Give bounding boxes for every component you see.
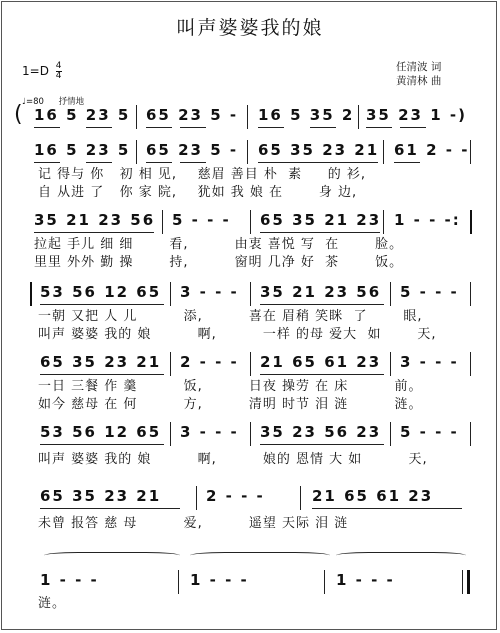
final-barline-thin (462, 570, 463, 594)
measure: 35 23 56 23 (260, 423, 382, 441)
key-label: 1=D (22, 64, 49, 78)
measure: 53 56 12 65 (40, 283, 162, 301)
barline (250, 282, 251, 306)
lyric-line-1: 拉起 手儿 细 细 看, 由衷 喜悦 写 在 脸。 (34, 237, 404, 252)
measure: 35 21 23 56 (34, 211, 156, 229)
measure: 65 35 23 21 (258, 141, 380, 159)
barline (136, 105, 137, 129)
score-system-6 (0, 422, 500, 467)
song-title: 叫声婆婆我的娘 (176, 17, 324, 39)
measure: 1 - - - (336, 571, 395, 589)
measure: 3 - - - (180, 423, 239, 441)
lyric-line-1: 涟。 (38, 596, 67, 611)
measure: 35 23 1 -) (366, 106, 467, 124)
beam-underline (260, 374, 384, 375)
barline (390, 352, 391, 376)
barline (250, 352, 251, 376)
score-system-4 (0, 282, 500, 342)
barline (250, 210, 251, 234)
beam-underline (146, 162, 172, 163)
lyric-line-2: 如今 慈母 在 何 方, 清明 时节 泪 涟 涟。 (38, 397, 423, 412)
measure: 16 5 23 5 (34, 106, 131, 124)
time-signature-bottom: 4 (55, 71, 62, 81)
beam-underline (40, 374, 164, 375)
final-barline-thick (467, 570, 470, 594)
beam-underline (180, 127, 206, 128)
measure: 3 - - - (400, 353, 459, 371)
lyric-line-2: 里里 外外 勤 操 持, 窗明 几净 好 茶 饭。 (34, 255, 404, 270)
barline (170, 282, 171, 306)
measure: 65 23 5 - (146, 141, 239, 159)
intro-open-paren: ( (14, 102, 23, 127)
barline (390, 422, 391, 446)
measure: 5 - - - (172, 211, 231, 229)
beam-underline (34, 127, 60, 128)
composer: 黄清林 曲 (396, 75, 442, 87)
measure: 1 - - - (190, 571, 249, 589)
barline (383, 210, 384, 234)
beam-underline (86, 127, 112, 128)
barline (358, 105, 359, 129)
measure: 1 - - - (40, 571, 99, 589)
beam-underline (312, 508, 462, 509)
beam-underline (400, 127, 426, 128)
lyric-line-2: 叫声 婆婆 我的 娘 啊, 一样 的母 爱大 如 天, (38, 327, 437, 342)
barline (247, 105, 248, 129)
measure: 61 2 - - (394, 141, 470, 159)
score-system-2 (0, 140, 500, 200)
beam-underline (260, 304, 384, 305)
measure: 65 35 23 21 (40, 487, 162, 505)
measure: 35 21 23 56 (260, 283, 382, 301)
lyric-line-2: 自 从进 了 你 家 院, 犹如 我 娘 在 身 边, (38, 185, 358, 200)
measure: 5 - - - (400, 423, 459, 441)
lyric-line-1: 记 得与 你 初 相 见, 慈眉 善目 朴 素 的 衫, (38, 167, 367, 182)
barline (470, 352, 471, 376)
measure: 2 - - - (180, 353, 239, 371)
barline (170, 352, 171, 376)
key-signature (22, 62, 62, 81)
repeat-start-barline (30, 282, 32, 306)
measure: 53 56 12 65 (40, 423, 162, 441)
measure: 1 - - -: (394, 211, 461, 229)
beam-underline (180, 162, 206, 163)
beam-underline (86, 162, 112, 163)
measure: 65 23 5 - (146, 106, 239, 124)
tie-arc (44, 552, 180, 559)
measure: 3 - - - (180, 283, 239, 301)
lyric-line-1: 一日 三餐 作 羹 饭, 日夜 操劳 在 床 前。 (38, 379, 423, 394)
barline (170, 422, 171, 446)
barline (470, 422, 471, 446)
beam-underline (310, 127, 336, 128)
barline (162, 210, 163, 234)
beam-underline (40, 304, 164, 305)
lyric-line-1: 叫声 婆婆 我的 娘 啊, 娘的 恩情 大 如 天, (38, 452, 428, 467)
measure: 16 5 23 5 (34, 141, 131, 159)
measure: 2 - - - (206, 487, 265, 505)
tie-arc (336, 552, 466, 559)
barline (196, 486, 197, 510)
score-system-8 (0, 570, 500, 611)
beam-underline (394, 162, 420, 163)
barline (300, 486, 301, 510)
repeat-end-barline (470, 210, 472, 234)
barline (470, 140, 471, 164)
beam-underline (260, 232, 380, 233)
score-system-5 (0, 352, 500, 412)
barline (470, 282, 471, 306)
measure: 65 35 21 23 (260, 211, 382, 229)
measure: 21 65 61 23 (312, 487, 434, 505)
beam-underline (366, 127, 392, 128)
beam-underline (34, 162, 60, 163)
beam-underline (258, 127, 284, 128)
barline (383, 140, 384, 164)
beam-underline (40, 508, 180, 509)
barline (324, 570, 325, 594)
tie-arc (190, 552, 330, 559)
lyricist: 任清波 词 (396, 61, 442, 73)
beam-underline (146, 127, 172, 128)
lyric-line-1: 一朝 又把 人 儿 添, 喜在 眉稍 笑眯 了 眼, (38, 309, 423, 324)
beam-underline (40, 444, 164, 445)
beam-underline (260, 444, 384, 445)
measure: 21 65 61 23 (260, 353, 382, 371)
mood-marking: 抒情地 (58, 97, 85, 107)
tempo-value: ♩=80 (22, 97, 44, 107)
barline (250, 422, 251, 446)
lyric-line-1: 未曾 报答 慈 母 爱, 遥望 天际 泪 涟 (38, 516, 349, 531)
score-system-7 (0, 486, 500, 531)
barline (136, 140, 137, 164)
credits (396, 60, 441, 88)
time-signature-top: 4 (55, 61, 62, 71)
barline (390, 282, 391, 306)
beam-underline (258, 162, 378, 163)
measure: 16 5 35 2 (258, 106, 355, 124)
beam-underline (34, 232, 154, 233)
barline (178, 570, 179, 594)
measure: 65 35 23 21 (40, 353, 162, 371)
measure: 5 - - - (400, 283, 459, 301)
score-system-3 (0, 210, 500, 270)
barline (247, 140, 248, 164)
